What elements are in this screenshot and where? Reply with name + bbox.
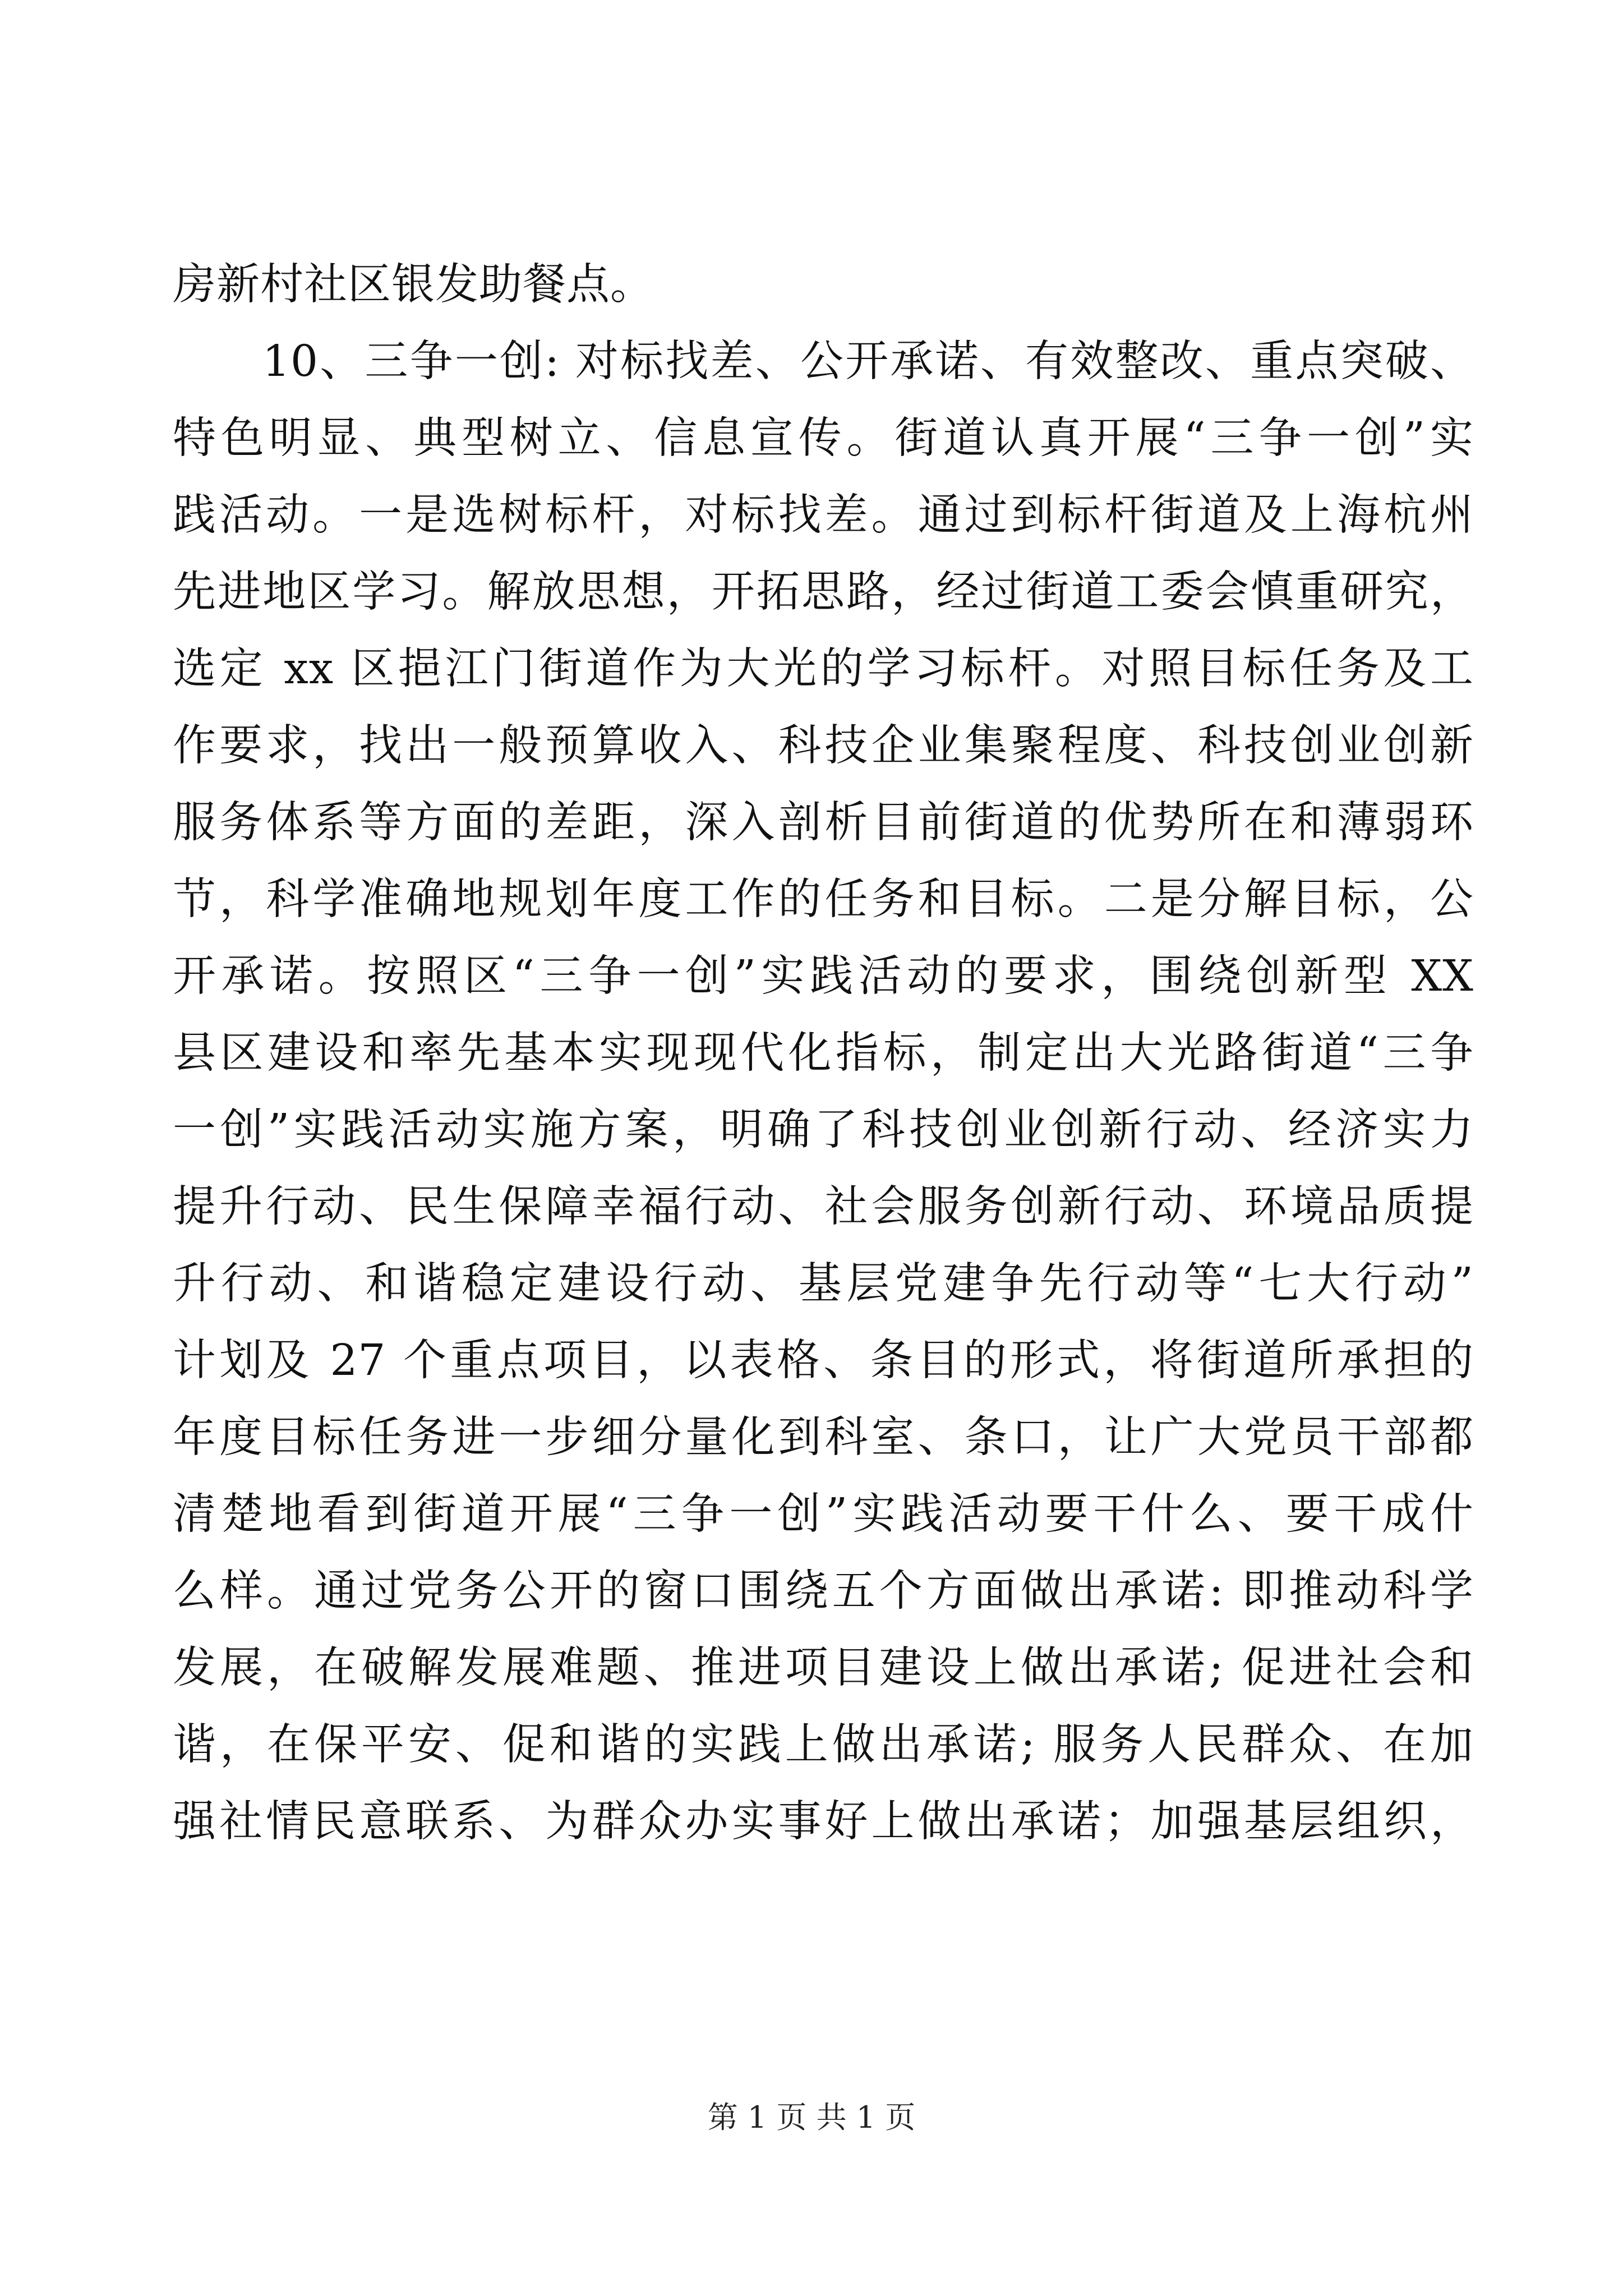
- text-line: 谐，在保平安、促和谐的实践上做出承诺; 服务人民群众、在加: [173, 1720, 1474, 1770]
- text-line: 清楚地看到街道开展“三争一创”实践活动要干什么、要干成什: [173, 1489, 1474, 1539]
- text-line: 选定 xx 区挹江门街道作为大光的学习标杆。对照目标任务及工: [173, 644, 1474, 694]
- text-line: 发展，在破解发展难题、推进项目建设上做出承诺; 促进社会和: [173, 1643, 1474, 1693]
- text-line: 提升行动、民生保障幸福行动、社会服务创新行动、环境品质提: [173, 1182, 1474, 1232]
- text-line: 先进地区学习。解放思想，开拓思路，经过街道工委会慎重研究，: [173, 567, 1474, 617]
- page-footer: 第 1 页 共 1 页: [707, 2100, 916, 2135]
- text-line: 践活动。一是选树标杆，对标找差。通过到标杆街道及上海杭州: [173, 490, 1474, 540]
- text-line: 计划及 27 个重点项目，以表格、条目的形式，将街道所承担的: [173, 1336, 1474, 1386]
- text-line: 节，科学准确地规划年度工作的任务和目标。二是分解目标，公: [173, 875, 1474, 924]
- text-line: 开承诺。按照区“三争一创”实践活动的要求，围绕创新型 XX: [173, 951, 1474, 1001]
- text-line: 10、三争一创: 对标找差、公开承诺、有效整改、重点突破、: [262, 337, 1474, 386]
- text-line: 服务体系等方面的差距，深入剖析目前街道的优势所在和薄弱环: [173, 798, 1474, 848]
- text-line: 特色明显、典型树立、信息宣传。街道认真开展“三争一创”实: [173, 413, 1474, 463]
- text-line: 作要求，找出一般预算收入、科技企业集聚程度、科技创业创新: [173, 721, 1474, 771]
- text-line: 升行动、和谐稳定建设行动、基层党建争先行动等“七大行动”: [173, 1259, 1474, 1309]
- text-line: 年度目标任务进一步细分量化到科室、条口，让广大党员干部都: [173, 1412, 1474, 1462]
- text-line: 房新村社区银发助餐点。: [173, 260, 654, 310]
- text-line: 一创”实践活动实施方案，明确了科技创业创新行动、经济实力: [173, 1105, 1474, 1155]
- text-line: 么样。通过党务公开的窗口围绕五个方面做出承诺: 即推动科学: [173, 1566, 1474, 1616]
- text-line: 县区建设和率先基本实现现代化指标，制定出大光路街道“三争: [173, 1028, 1474, 1078]
- text-line: 强社情民意联系、为群众办实事好上做出承诺；加强基层组织，: [173, 1797, 1474, 1847]
